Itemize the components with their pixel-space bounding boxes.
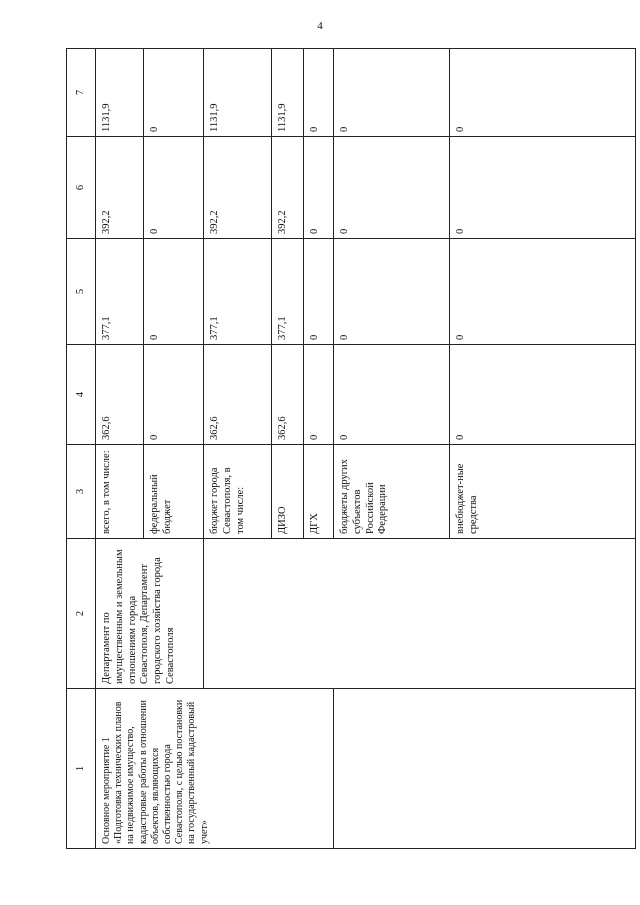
value-cell-4: 0 <box>334 345 450 445</box>
value-cell-4: 362,6 <box>204 345 272 445</box>
value-cell-5: 377,1 <box>272 239 304 345</box>
source-cell: ДИЗО <box>272 445 304 539</box>
value-cell-4: 0 <box>144 345 204 445</box>
value-cell-5: 0 <box>450 239 636 345</box>
value-cell-6: 0 <box>304 137 334 239</box>
value-cell-7: 0 <box>144 49 204 137</box>
source-cell: ДГХ <box>304 445 334 539</box>
measure-cell-empty <box>334 689 636 849</box>
source-cell: бюджеты других субъектов Российской Федерации <box>334 445 450 539</box>
value-cell-5: 377,1 <box>96 239 144 345</box>
column-header-1: 1 <box>67 689 96 849</box>
rotated-table-container <box>66 49 636 849</box>
value-cell-6: 0 <box>450 137 636 239</box>
column-header-2: 2 <box>67 539 96 689</box>
value-cell-5: 0 <box>334 239 450 345</box>
value-cell-5: 377,1 <box>204 239 272 345</box>
value-cell-7: 1131,9 <box>272 49 304 137</box>
column-header-6: 6 <box>67 137 96 239</box>
value-cell-4: 362,6 <box>96 345 144 445</box>
financing-table <box>66 48 636 849</box>
value-cell-7: 0 <box>450 49 636 137</box>
source-cell: бюджет города Севастополя, в том числе: <box>204 445 272 539</box>
value-cell-7: 1131,9 <box>96 49 144 137</box>
responsible-cell: Департамент по имущественным и земельным отношениям города Севастополя, Департамент городского хозяйства города Севастополя <box>96 539 204 689</box>
value-cell-4: 0 <box>304 345 334 445</box>
value-cell-6: 392,2 <box>272 137 304 239</box>
column-header-4: 4 <box>67 345 96 445</box>
responsible-cell-empty <box>204 539 636 689</box>
value-cell-6: 0 <box>334 137 450 239</box>
page-number: 4 <box>317 20 323 32</box>
source-cell: внебюджет-ные средства <box>450 445 636 539</box>
value-cell-6: 0 <box>144 137 204 239</box>
value-cell-6: 392,2 <box>204 137 272 239</box>
column-header-3: 3 <box>67 445 96 539</box>
table-row <box>334 49 450 849</box>
source-cell: всего, в том числе: <box>96 445 144 539</box>
column-header-7: 7 <box>67 49 96 137</box>
column-header-5: 5 <box>67 239 96 345</box>
table-row <box>96 49 144 849</box>
value-cell-5: 0 <box>304 239 334 345</box>
value-cell-7: 1131,9 <box>204 49 272 137</box>
header-row <box>67 49 96 849</box>
value-cell-5: 0 <box>144 239 204 345</box>
value-cell-7: 0 <box>304 49 334 137</box>
value-cell-4: 0 <box>450 345 636 445</box>
value-cell-4: 362,6 <box>272 345 304 445</box>
value-cell-7: 0 <box>334 49 450 137</box>
value-cell-6: 392,2 <box>96 137 144 239</box>
measure-cell: Основное мероприятие 1 «Подготовка технических планов на недвижимое имущество, кадастровые работы в отношении объектов, являющихся собственностью города Севастополя, с целью постановки на государственный кадастровый учет» <box>96 689 334 849</box>
source-cell: федеральный бюджет <box>144 445 204 539</box>
